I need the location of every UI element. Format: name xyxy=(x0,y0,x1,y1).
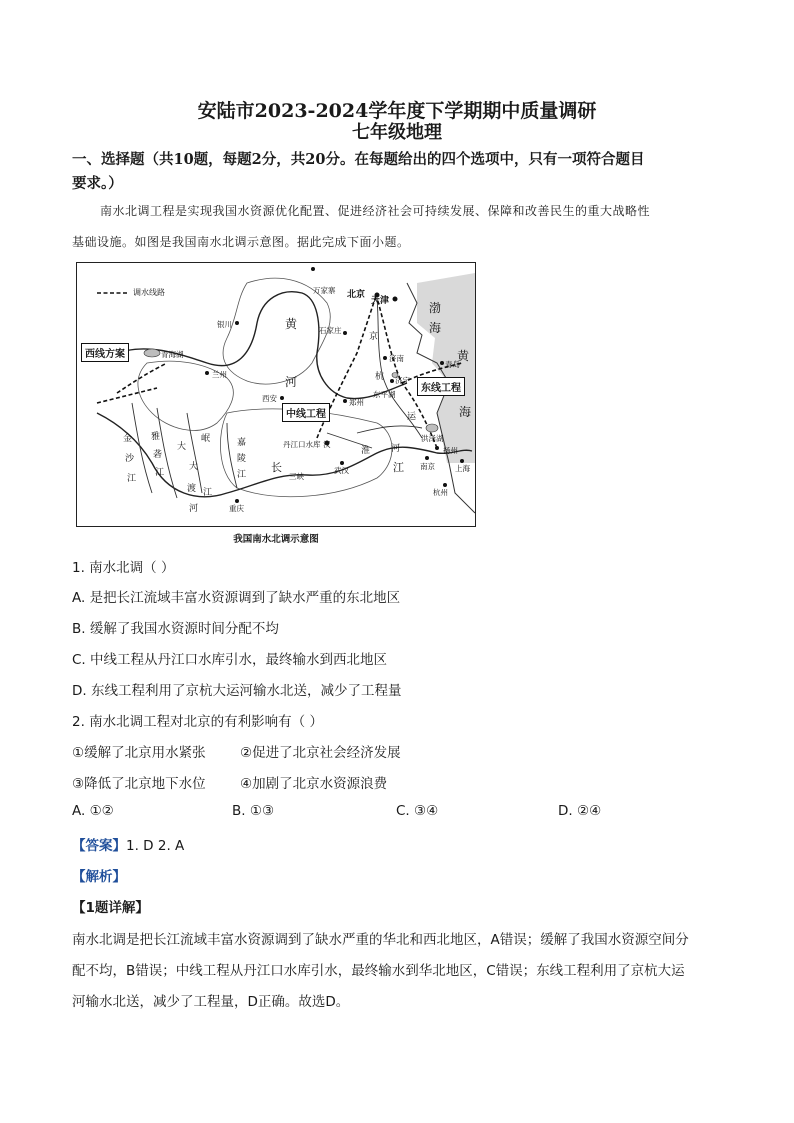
map-label-jinsha1: 金 xyxy=(123,434,133,444)
map-label-han: 汉 xyxy=(323,440,331,449)
map-label-danjiangkou: 丹江口水库 xyxy=(283,440,321,449)
map-label-xian: 西安 xyxy=(262,394,277,403)
answer-line xyxy=(72,834,184,854)
map-label-zhengzhou: 郑州 xyxy=(349,398,364,407)
map-label-chongqing: 重庆 xyxy=(229,504,244,513)
q1-detail-line1: 南水北调是把长江流域丰富水资源调到了缺水严重的华北和西北地区，A错误；缓解了我国水资源空间分 xyxy=(72,932,689,948)
map-label-hang: 杭 xyxy=(375,372,385,382)
map-label-jing: 京 xyxy=(369,332,379,342)
map-label-jinsha2: 沙 xyxy=(125,454,135,464)
map-east-route-box: 东线工程 xyxy=(417,377,465,396)
map-legend-label: 调水线路 xyxy=(133,288,165,297)
map-label-huanghai1: 黄 xyxy=(457,349,470,363)
section-heading-line1: 一、选择题（共10题，每题2分，共20分。在每题给出的四个选项中，只有一项符合题目 xyxy=(72,151,645,168)
map-label-dadu2: 渡 xyxy=(187,484,197,494)
q1-detail-tag: 【1题详解】 xyxy=(72,900,149,916)
map-label-yinchuan: 银川 xyxy=(217,320,232,329)
map-label-chang1: 长 xyxy=(271,461,282,474)
q2-item-1: ①缓解了北京用水紧张 xyxy=(72,745,206,761)
map-label-yalong3: 江 xyxy=(155,468,165,478)
map-label-qinghaihu: 青海湖 xyxy=(161,350,184,359)
map-label-bo1: 渤 xyxy=(429,301,442,315)
q1-option-d: D. 东线工程利用了京杭大运河输水北送，减少了工程量 xyxy=(72,683,402,699)
q1-stem: 1. 南水北调（ ） xyxy=(72,560,175,576)
map-label-da1: 大 xyxy=(189,462,199,472)
water-diversion-map xyxy=(76,262,476,527)
q1-option-c: C. 中线工程从丹江口水库引水，最终输水到西北地区 xyxy=(72,652,388,668)
q1-option-b: B. 缓解了我国水资源时间分配不均 xyxy=(72,621,279,637)
page-title: 安陆市2023-2024学年度下学期期中质量调研 xyxy=(197,100,597,122)
q1-detail-line2: 配不均，B错误；中线工程从丹江口水库引水，最终输水到华北地区，C错误；东线工程利用了京杭大运 xyxy=(72,963,685,979)
map-label-yun: 运 xyxy=(407,412,417,422)
intro-line2: 基础设施。如图是我国南水北调示意图。据此完成下面小题。 xyxy=(72,235,410,249)
q2-stem: 2. 南水北调工程对北京的有利影响有（ ） xyxy=(72,714,323,730)
map-label-shijiazhuang: 石家庄 xyxy=(319,326,342,335)
map-label-wanjiazhai: 万家寨 xyxy=(313,286,336,295)
map-label-huang1: 黄 xyxy=(285,317,298,331)
map-label-dadu3: 河 xyxy=(189,504,199,514)
map-label-lanzhou: 兰州 xyxy=(212,370,227,379)
map-label-nanjing: 南京 xyxy=(420,462,435,471)
map-label-tianjin: 天津 xyxy=(371,296,390,306)
q2-option-d: D. ②④ xyxy=(558,803,602,819)
map-label-sanxia: 三峡 xyxy=(289,472,304,481)
map-label-huang2: 河 xyxy=(285,375,298,389)
map-label-hongzehu: 洪泽湖 xyxy=(421,434,444,443)
q2-option-b: B. ①③ xyxy=(232,803,275,819)
map-label-yalong2: 砻 xyxy=(153,450,163,460)
map-label-bo2: 海 xyxy=(429,321,442,335)
map-middle-route-box: 中线工程 xyxy=(282,403,330,422)
q2-item-3: ③降低了北京地下水位 xyxy=(72,776,206,792)
section-heading-line2: 要求。） xyxy=(72,175,123,192)
map-label-jinan: 济南 xyxy=(389,354,404,363)
map-label-shanghai: 上海 xyxy=(455,464,470,473)
map-label-jinsha3: 江 xyxy=(127,474,137,484)
intro-line1: 南水北调工程是实现我国水资源优化配置、促进经济社会可持续发展、保障和改善民生的重大战略性 xyxy=(100,204,651,218)
map-caption: 我国南水北调示意图 xyxy=(233,534,319,545)
map-label-yangzhou: 扬州 xyxy=(443,446,458,455)
map-label-hangzhou: 杭州 xyxy=(433,488,448,497)
map-label-jialing2: 陵 xyxy=(237,454,247,464)
answer-tag: 【答案】 xyxy=(72,838,126,854)
map-label-min2: 江 xyxy=(203,488,213,498)
q2-item-2: ②促进了北京社会经济发展 xyxy=(240,745,401,761)
map-label-huanghai2: 海 xyxy=(459,405,472,419)
q2-option-c: C. ③④ xyxy=(396,803,439,819)
map-label-jialing1: 嘉 xyxy=(237,438,247,448)
analysis-tag: 【解析】 xyxy=(72,869,126,885)
map-label-min1: 岷 xyxy=(201,434,211,444)
q2-item-4: ④加剧了北京水资源浪费 xyxy=(240,776,388,792)
map-label-yalong1: 雅 xyxy=(151,432,161,442)
map-label-qingdao: 青岛 xyxy=(445,360,460,369)
map-label-jialing3: 江 xyxy=(237,470,247,480)
q2-option-a: A. ①② xyxy=(72,803,114,819)
map-label-wuhan: 武汉 xyxy=(334,466,349,475)
q1-option-a: A. 是把长江流域丰富水资源调到了缺水严重的东北地区 xyxy=(72,590,401,606)
map-label-beijing: 北京 xyxy=(347,290,366,300)
map-label-he-huai: 河 xyxy=(391,444,401,454)
map-label-jining: 济宁 xyxy=(395,376,410,385)
page-subtitle: 七年级地理 xyxy=(352,122,442,143)
map-west-route-box: 西线方案 xyxy=(81,343,129,362)
q1-detail-line3: 河输水北送，减少了工程量，D正确。故选D。 xyxy=(72,994,350,1010)
map-label-jiang1: 江 xyxy=(393,461,404,474)
answer-text: 1. D 2. A xyxy=(126,838,185,854)
map-label-dongpinghu: 东平湖 xyxy=(373,390,396,399)
map-label-dadu1: 大 xyxy=(177,442,187,452)
map-label-huai: 淮 xyxy=(361,446,371,456)
